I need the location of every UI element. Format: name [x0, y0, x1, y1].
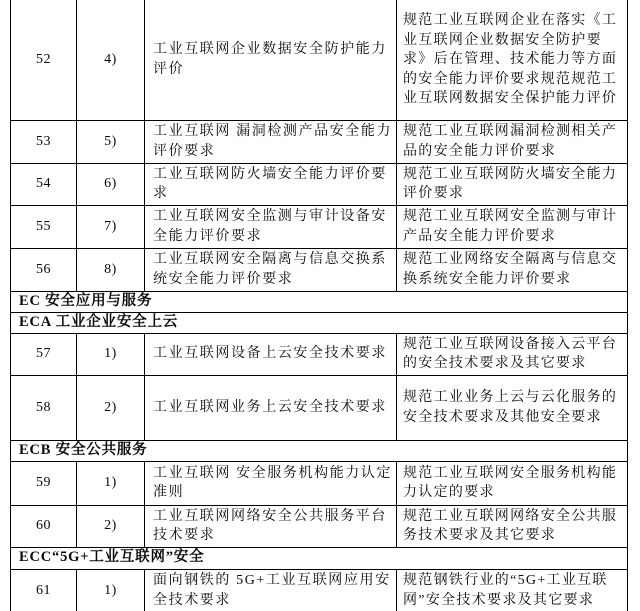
title-cell: 工业互联网业务上云安全技术要求	[145, 375, 397, 440]
section-header-label: ECC“5G+工业互联网”安全	[11, 547, 628, 569]
title-cell: 工业互联网安全监测与审计设备安全能力评价要求	[145, 205, 397, 248]
row-number-cell: 55	[11, 205, 77, 248]
sub-number-cell: 1)	[77, 569, 145, 611]
standards-table	[10, 0, 628, 611]
title-cell: 工业互联网 安全服务机构能力认定准则	[145, 461, 397, 505]
sub-number-cell: 4)	[77, 0, 145, 120]
sub-number-cell: 1)	[77, 461, 145, 505]
description-cell: 规范工业互联网企业在落实《工业互联网企业数据安全防护要求》后在管理、技术能力等方面的安全能力评价要求规范规范工业互联网数据安全保护能力评价	[397, 0, 628, 120]
section-header-row	[11, 312, 628, 333]
sub-number-cell: 2)	[77, 505, 145, 547]
section-header-row	[11, 291, 628, 312]
description-cell: 规范工业互联网设备接入云平台的安全技术要求及其它要求	[397, 333, 628, 375]
title-cell: 面向钢铁的 5G+工业互联网应用安全技术要求	[145, 569, 397, 611]
section-header-row	[11, 440, 628, 461]
standard-row	[11, 333, 628, 375]
standard-row	[11, 375, 628, 440]
standard-row	[11, 248, 628, 291]
sub-number-cell: 6)	[77, 163, 145, 205]
section-header-label: ECB 安全公共服务	[11, 440, 628, 461]
standard-row	[11, 505, 628, 547]
description-cell: 规范工业互联网安全监测与审计产品安全能力评价要求	[397, 205, 628, 248]
row-number-cell: 57	[11, 333, 77, 375]
standard-row	[11, 120, 628, 163]
description-cell: 规范钢铁行业的“5G+工业互联网”安全技术要求及其它要求	[397, 569, 628, 611]
row-number-cell: 60	[11, 505, 77, 547]
description-cell: 规范工业网络安全隔离与信息交换系统安全能力评价要求	[397, 248, 628, 291]
title-cell: 工业互联网 漏洞检测产品安全能力评价要求	[145, 120, 397, 163]
description-cell: 规范工业互联网防火墙安全能力评价要求	[397, 163, 628, 205]
title-cell: 工业互联网企业数据安全防护能力评价	[145, 0, 397, 120]
standard-row	[11, 163, 628, 205]
row-number-cell: 54	[11, 163, 77, 205]
sub-number-cell: 1)	[77, 333, 145, 375]
row-number-cell: 52	[11, 0, 77, 120]
sub-number-cell: 8)	[77, 248, 145, 291]
title-cell: 工业互联网安全隔离与信息交换系统安全能力评价要求	[145, 248, 397, 291]
description-cell: 规范工业互联网安全服务机构能力认定的要求	[397, 461, 628, 505]
description-cell: 规范工业业务上云与云化服务的安全技术要求及其他安全要求	[397, 375, 628, 440]
row-number-cell: 61	[11, 569, 77, 611]
sub-number-cell: 5)	[77, 120, 145, 163]
row-number-cell: 58	[11, 375, 77, 440]
standard-row	[11, 205, 628, 248]
standard-row	[11, 569, 628, 611]
section-header-label: EC 安全应用与服务	[11, 291, 628, 312]
row-number-cell: 53	[11, 120, 77, 163]
standard-row	[11, 461, 628, 505]
section-header-row	[11, 547, 628, 569]
section-header-label: ECA 工业企业安全上云	[11, 312, 628, 333]
title-cell: 工业互联网网络安全公共服务平台技术要求	[145, 505, 397, 547]
description-cell: 规范工业互联网网络安全公共服务技术要求及其它要求	[397, 505, 628, 547]
row-number-cell: 59	[11, 461, 77, 505]
title-cell: 工业互联网防火墙安全能力评价要求	[145, 163, 397, 205]
row-number-cell: 56	[11, 248, 77, 291]
title-cell: 工业互联网设备上云安全技术要求	[145, 333, 397, 375]
description-cell: 规范工业互联网漏洞检测相关产品的安全能力评价要求	[397, 120, 628, 163]
sub-number-cell: 7)	[77, 205, 145, 248]
sub-number-cell: 2)	[77, 375, 145, 440]
standard-row	[11, 0, 628, 120]
standards-table-body	[11, 0, 628, 611]
